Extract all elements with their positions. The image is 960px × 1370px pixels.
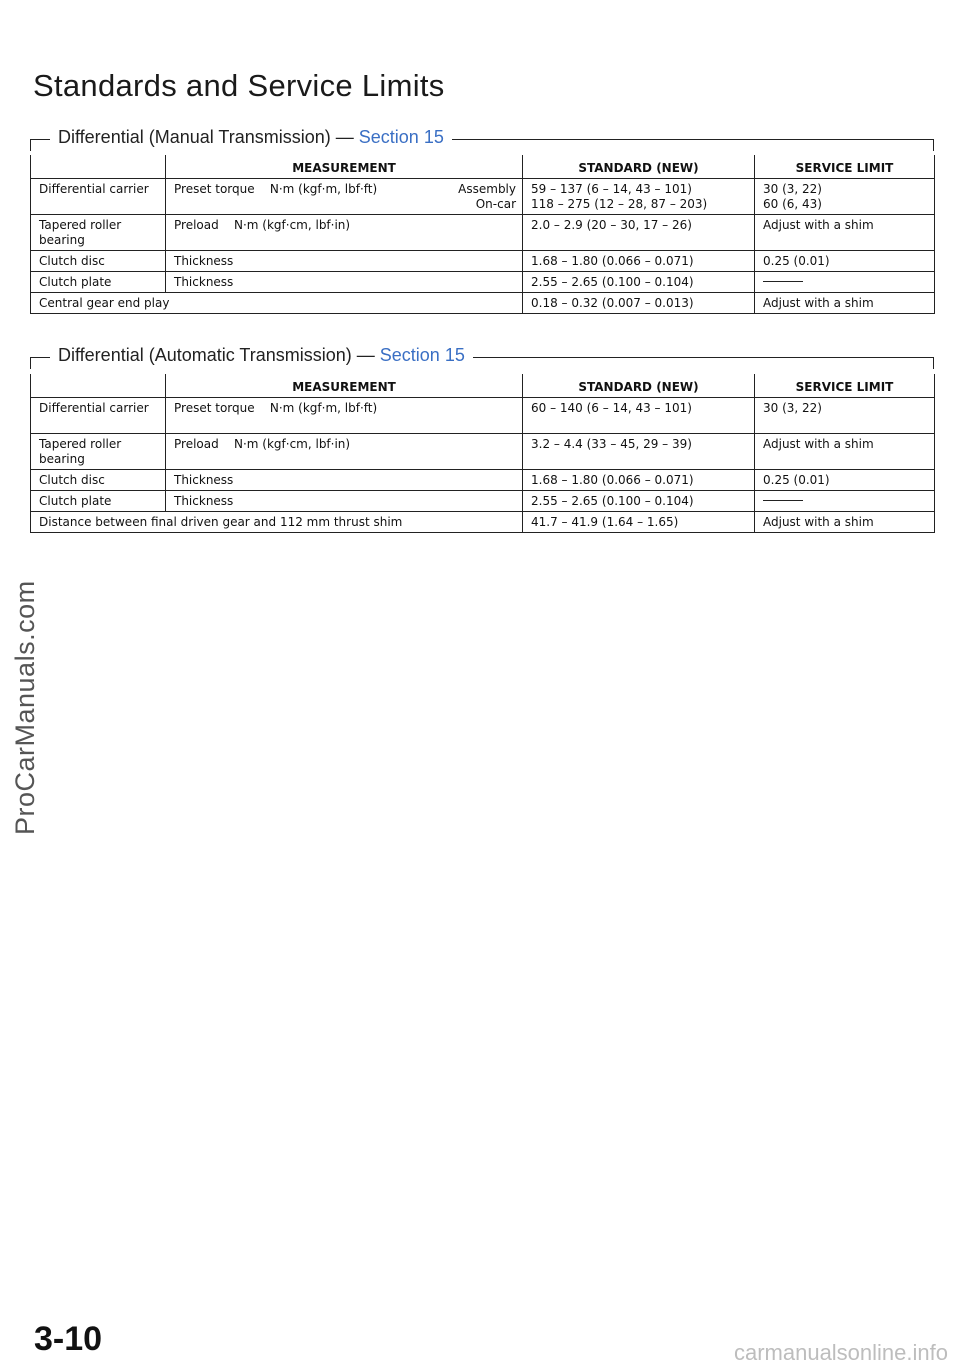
table-row [31,272,935,293]
header-service-limit: SERVICE LIMIT [755,155,935,179]
limit-cell: 0.25 (0.01) [755,251,935,272]
page-title: Standards and Service Limits [33,68,445,103]
table-row [31,512,935,533]
item-cell: Clutch plate [31,491,166,512]
section-heading-text: Differential (Manual Transmission) — [58,127,359,147]
bottom-watermark: carmanualsonline.info [733,1340,948,1365]
standard-cell: 3.2 – 4.4 (33 – 45, 29 – 39) [523,434,755,470]
table-row [31,251,935,272]
table-header-row [31,155,935,179]
side-watermark: ProCarManuals.com [10,580,40,835]
limit-cell: Adjust with a shim [755,434,935,470]
standard-cell: 2.55 – 2.65 (0.100 – 0.104) [523,272,755,293]
standard-cell: 59 – 137 (6 – 14, 43 – 101) 118 – 275 (12 – 28, 87 – 203) [523,179,755,215]
item-cell: Clutch disc [31,251,166,272]
table-row [31,179,935,215]
header-standard: STANDARD (NEW) [523,155,755,179]
header-item [31,374,166,398]
measurement-text: Preset torque N·m (kgf·m, lbf·ft) [174,182,378,196]
not-applicable-dash [763,281,803,282]
header-standard: STANDARD (NEW) [523,374,755,398]
limit-cell [755,491,935,512]
measurement-cell [166,179,523,215]
limit-cell: Adjust with a shim [755,512,935,533]
limit-cell [755,272,935,293]
manual-spec-table [30,155,935,314]
header-service-limit: SERVICE LIMIT [755,374,935,398]
standard-cell: 60 – 140 (6 – 14, 43 – 101) [523,398,755,434]
limit-cell: Adjust with a shim [755,215,935,251]
measurement-cell: Thickness [166,251,523,272]
measurement-cell: Thickness [166,470,523,491]
standard-cell: 1.68 – 1.80 (0.066 – 0.071) [523,470,755,491]
limit-cell: 0.25 (0.01) [755,470,935,491]
section-heading-text: Differential (Automatic Transmission) — [58,345,380,365]
measurement-cell: Thickness [166,491,523,512]
measurement-cell: Preload N·m (kgf·cm, lbf·in) [166,215,523,251]
limit-cell: 30 (3, 22) [755,398,935,434]
table-row [31,293,935,314]
table-row [31,398,935,434]
table-row [31,215,935,251]
limit-cell: 30 (3, 22) 60 (6, 43) [755,179,935,215]
section-heading-automatic [30,345,934,369]
standard-cell: 2.0 – 2.9 (20 – 30, 17 – 26) [523,215,755,251]
table-header-row [31,374,935,398]
measurement-cell: Preload N·m (kgf·cm, lbf·in) [166,434,523,470]
section-reference-link[interactable]: Section 15 [358,127,444,147]
limit-cell: Adjust with a shim [755,293,935,314]
item-cell: Differential carrier [31,398,166,434]
section-reference-link[interactable]: Section 15 [379,345,465,365]
item-cell: Distance between final driven gear and 112 mm thrust shim [31,512,523,533]
standard-cell: 0.18 – 0.32 (0.007 – 0.013) [523,293,755,314]
standard-cell: 2.55 – 2.65 (0.100 – 0.104) [523,491,755,512]
measurement-cell: Preset torque N·m (kgf·m, lbf·ft) [166,398,523,434]
header-item [31,155,166,179]
section-heading-manual [30,127,934,151]
item-cell: Clutch plate [31,272,166,293]
automatic-spec-table [30,374,935,533]
item-cell: Tapered roller bearing [31,215,166,251]
not-applicable-dash [763,500,803,501]
standard-cell: 1.68 – 1.80 (0.066 – 0.071) [523,251,755,272]
measurement-cell: Thickness [166,272,523,293]
item-cell: Clutch disc [31,470,166,491]
item-cell: Central gear end play [31,293,523,314]
header-measurement: MEASUREMENT [166,155,523,179]
item-cell: Tapered roller bearing [31,434,166,470]
header-measurement: MEASUREMENT [166,374,523,398]
item-cell: Differential carrier [31,179,166,215]
page-number: 3-10 [34,1320,103,1358]
standard-cell: 41.7 – 41.9 (1.64 – 1.65) [523,512,755,533]
measurement-note: Assembly On-car [458,182,516,211]
table-row [31,470,935,491]
table-row [31,491,935,512]
table-row [31,434,935,470]
